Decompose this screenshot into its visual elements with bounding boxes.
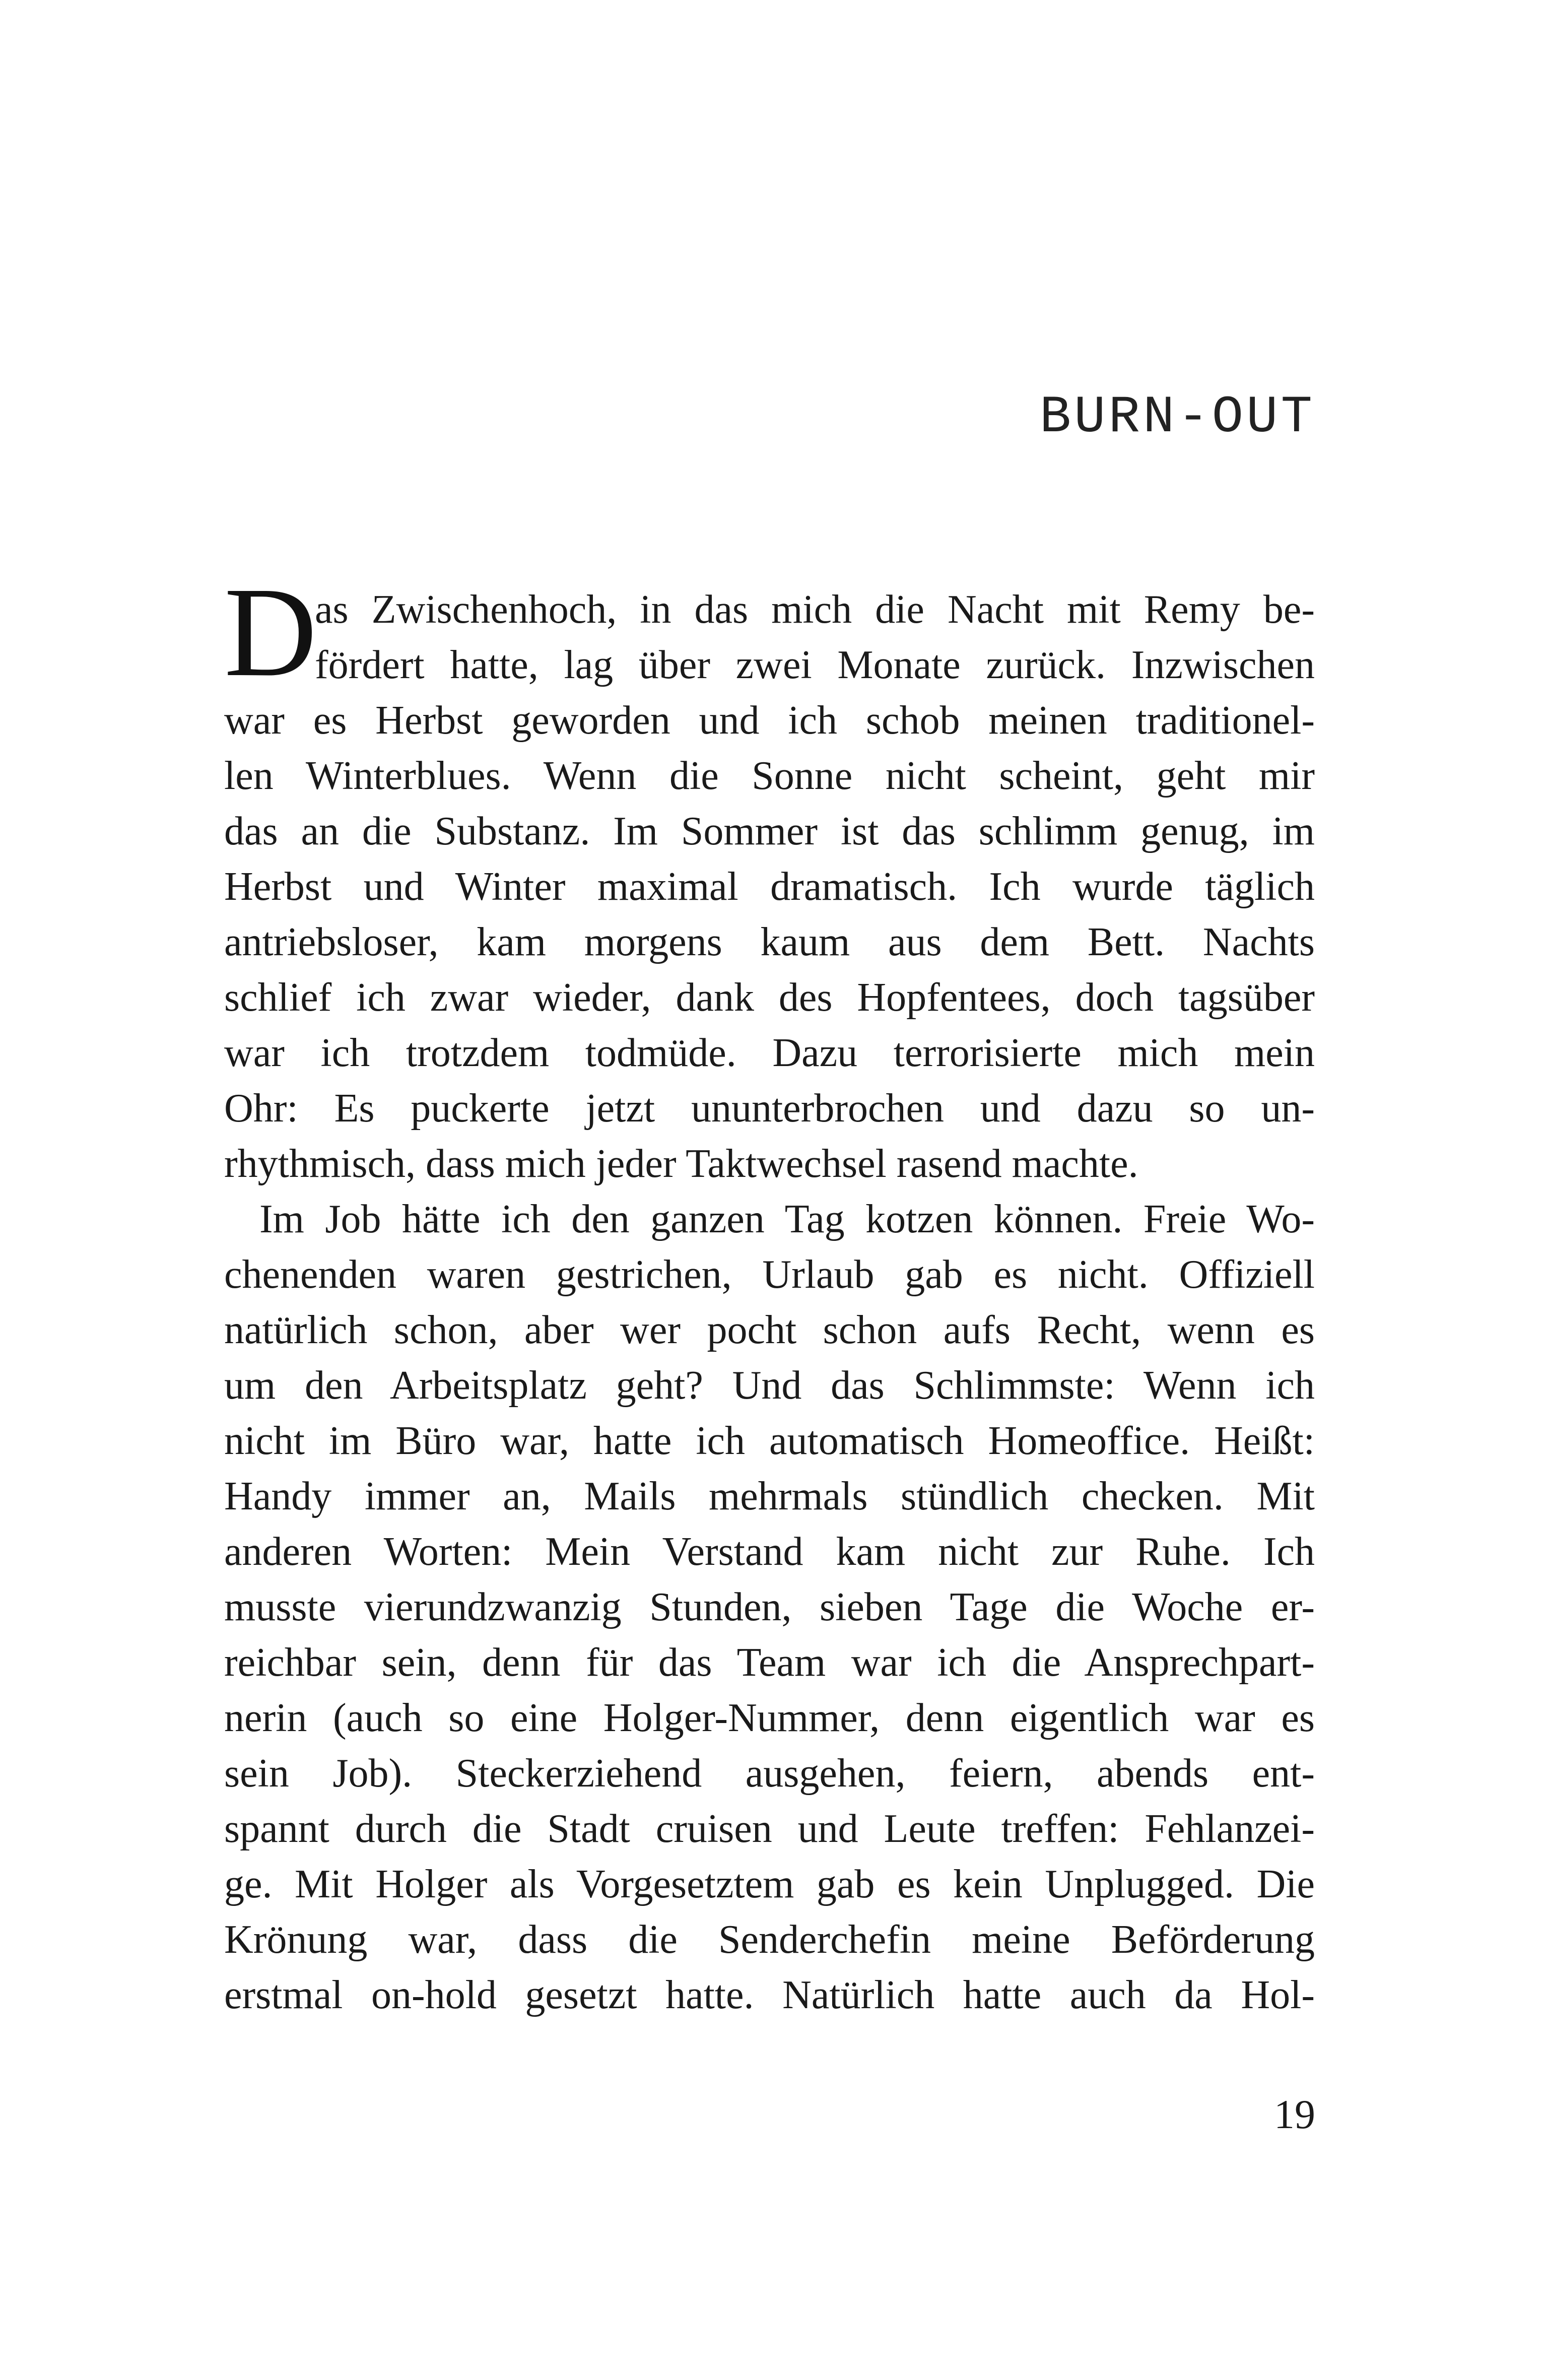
text-line: musste vierundzwanzig Stunden, sieben Tage die Woche er-: [224, 1585, 1315, 1629]
page-number: 19: [1274, 2091, 1315, 2137]
text-line: spannt durch die Stadt cruisen und Leute treffen: Fehlanzei-: [224, 1807, 1315, 1851]
text-line: nicht im Büro war, hatte ich automatisch Homeoffice. Heißt:: [224, 1419, 1315, 1463]
text-line: anderen Worten: Mein Verstand kam nicht zur Ruhe. Ich: [224, 1530, 1315, 1574]
text-line: schlief ich zwar wieder, dank des Hopfentees, doch tagsüber: [224, 975, 1315, 1020]
text-line: len Winterblues. Wenn die Sonne nicht scheint, geht mir: [224, 754, 1315, 798]
drop-cap: D: [224, 561, 317, 703]
text-line: das an die Substanz. Im Sommer ist das schlimm genug, im: [224, 809, 1315, 853]
chapter-title: BURN-OUT: [1039, 388, 1315, 447]
text-line: ge. Mit Holger als Vorgesetztem gab es kein Unplugged. Die: [224, 1862, 1315, 1906]
text-line: um den Arbeitsplatz geht? Und das Schlimmste: Wenn ich: [224, 1363, 1315, 1408]
text-line: sein Job). Steckerziehend ausgehen, feiern, abends ent-: [224, 1751, 1315, 1796]
paragraph-1: [224, 582, 1315, 1192]
text-line: nerin (auch so eine Holger-Nummer, denn eigentlich war es: [224, 1696, 1315, 1740]
text-line: Im Job hätte ich den ganzen Tag kotzen können. Freie Wo-: [259, 1197, 1315, 1241]
text-line: Herbst und Winter maximal dramatisch. Ich wurde täglich: [224, 865, 1315, 909]
text-line: fördert hatte, lag über zwei Monate zurück. Inzwischen: [315, 643, 1315, 687]
text-line: erstmal on-hold gesetzt hatte. Natürlich hatte auch da Hol-: [224, 1973, 1315, 2017]
text-line: reichbar sein, denn für das Team war ich die Ansprechpart-: [224, 1640, 1315, 1685]
text-line: Krönung war, dass die Senderchefin meine Beförderung: [224, 1918, 1315, 1962]
text-line: Ohr: Es puckerte jetzt ununterbrochen und dazu so un-: [224, 1086, 1315, 1131]
text-line: war ich trotzdem todmüde. Dazu terrorisierte mich mein: [224, 1031, 1315, 1075]
text-line: Handy immer an, Mails mehrmals stündlich checken. Mit: [224, 1474, 1315, 1518]
text-line: rhythmisch, dass mich jeder Taktwechsel rasend machte.: [224, 1142, 1138, 1186]
text-line: natürlich schon, aber wer pocht schon aufs Recht, wenn es: [224, 1308, 1315, 1352]
text-line: chenenden waren gestrichen, Urlaub gab es nicht. Offiziell: [224, 1252, 1315, 1297]
text-line: war es Herbst geworden und ich schob meinen traditionel-: [224, 698, 1315, 743]
body-text: [224, 582, 1315, 2023]
text-line: antriebsloser, kam morgens kaum aus dem Bett. Nachts: [224, 920, 1315, 964]
text-line: as Zwischenhoch, in das mich die Nacht mit Remy be-: [315, 587, 1315, 632]
paragraph-2: [224, 1192, 1315, 2023]
